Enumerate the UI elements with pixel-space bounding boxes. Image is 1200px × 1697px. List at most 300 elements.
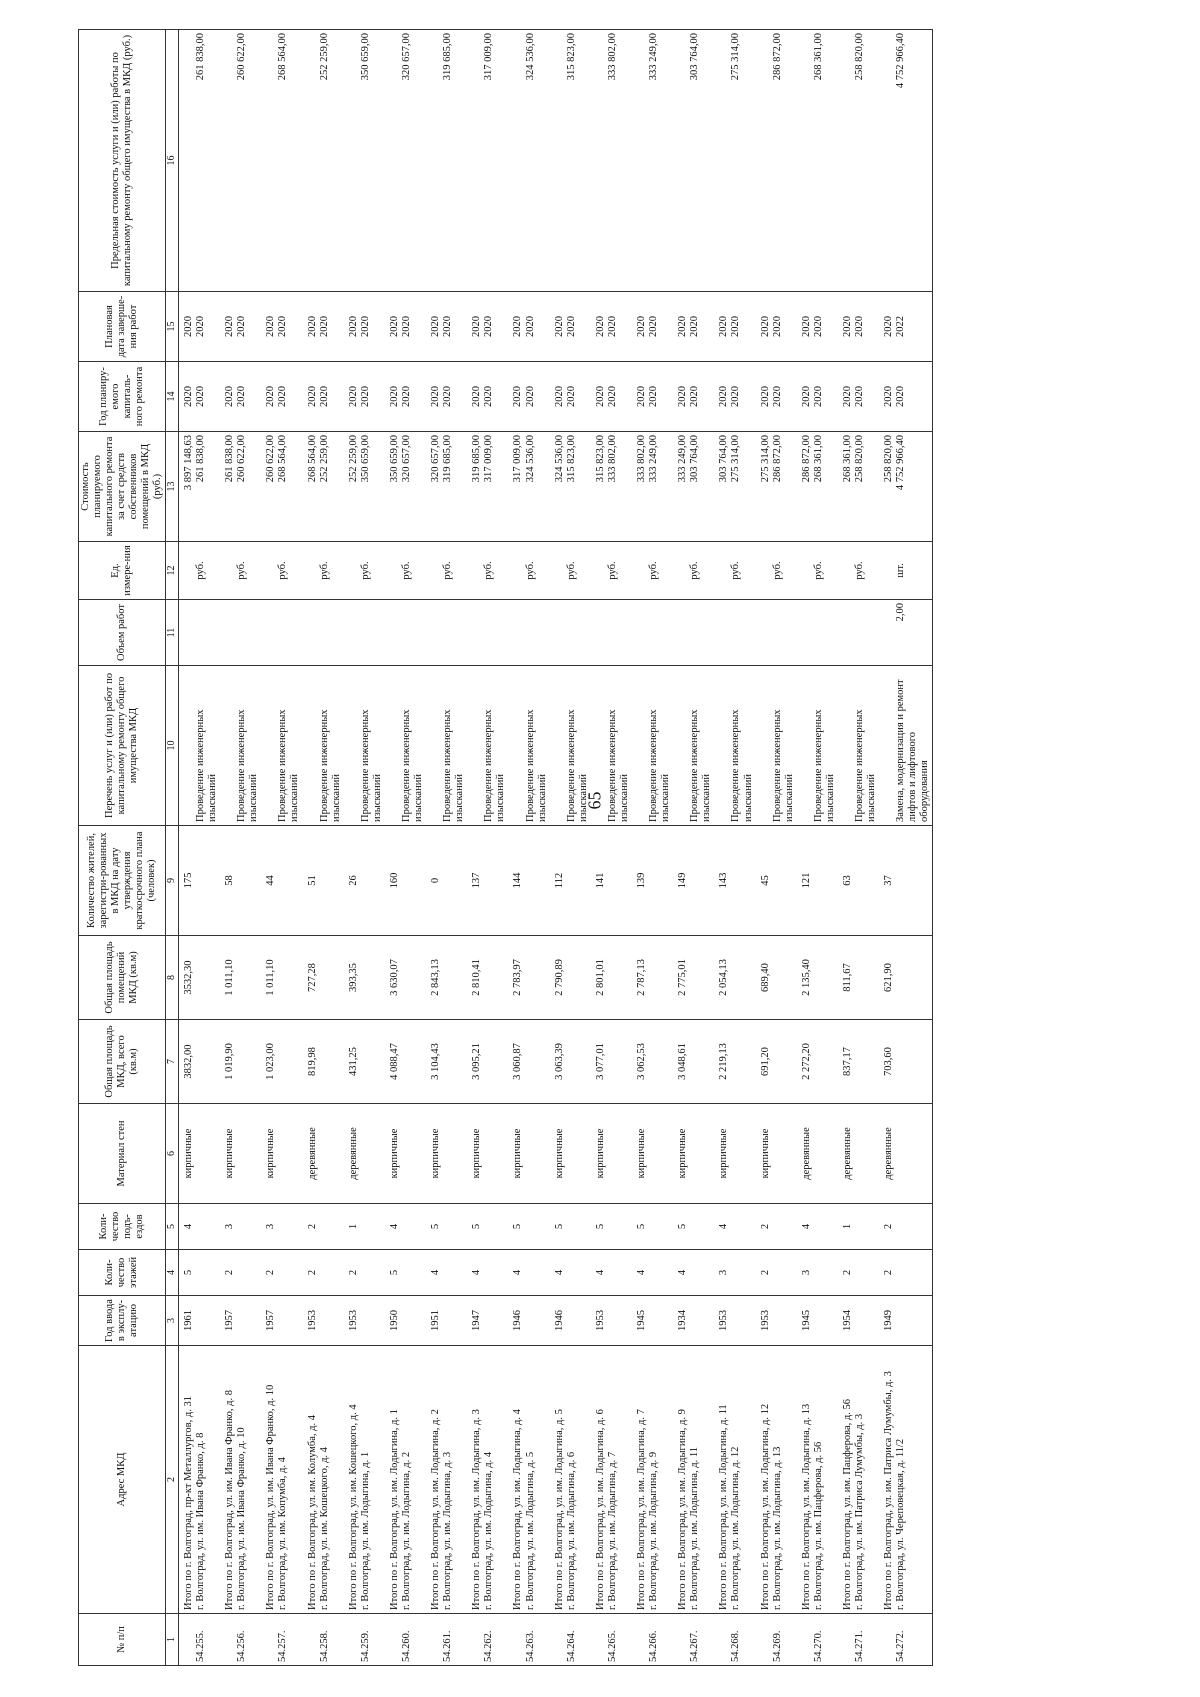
cell-entr [303, 1204, 344, 1250]
cell-year [467, 1296, 508, 1346]
cell-line: 2020 [224, 386, 236, 407]
cell-line: 2020 [524, 316, 536, 337]
cell-vol [714, 600, 755, 666]
cell-num [426, 1614, 467, 1666]
cell-y1 [303, 362, 344, 432]
cell-area [838, 1020, 879, 1104]
column-number-14: 14 [166, 362, 179, 432]
cell-unit [838, 542, 879, 600]
cell-line: 3 104,43 [430, 1043, 442, 1080]
table-row [797, 30, 838, 1666]
cell-line: 2020 [854, 316, 865, 337]
table-row [467, 30, 508, 1666]
cell-line [801, 33, 813, 288]
cell-line: 4 088,47 [388, 1043, 400, 1080]
cell-line [348, 669, 360, 822]
cell-unit [220, 542, 261, 600]
cell-line: 303 764,00 [689, 435, 701, 483]
cell-year [426, 1296, 467, 1346]
cell-work [426, 666, 467, 826]
cell-line: г. Волгоград, ул. им. Лодыгина, д. 13 [771, 1446, 783, 1610]
cell-line: кирпичные [471, 1128, 483, 1179]
cell-line: г. Волгоград, ул. им. Ивана Франко, д. 10 [236, 1427, 248, 1610]
cell-limit [344, 30, 385, 292]
cell-num [673, 1614, 714, 1666]
cell-line: 175 [182, 872, 194, 889]
cell-line [595, 33, 607, 288]
cell-line: 2 219,13 [718, 1043, 730, 1080]
cell-year [756, 1296, 797, 1346]
cell-num [591, 1614, 632, 1666]
cell-line [442, 603, 454, 662]
cell-area [178, 1020, 220, 1104]
cell-entr [591, 1204, 632, 1250]
cell-unit [673, 542, 714, 600]
cell-line: г. Волгоград, ул. им. Копумба, д. 4 [277, 1457, 289, 1610]
cell-line: 2020 [318, 386, 330, 407]
cell-limit [673, 30, 714, 292]
cell-addr [591, 1346, 632, 1614]
cell-line: Проведение инженерных изысканий [400, 709, 424, 822]
cell-line: 1 019,90 [224, 1043, 236, 1080]
cell-line: 4 [553, 1269, 565, 1276]
cell-y2 [261, 292, 302, 362]
cell-line [772, 603, 784, 662]
cell-y1 [508, 362, 549, 432]
cell-line: 54.259. [359, 1630, 371, 1662]
cell-work [550, 666, 591, 826]
cell-area_p [426, 936, 467, 1020]
cell-entr [508, 1204, 549, 1250]
cell-line [554, 33, 566, 288]
cell-line [677, 669, 689, 822]
cell-line: 4 [430, 1269, 442, 1276]
cell-area_p [591, 936, 632, 1020]
cell-line [525, 603, 537, 662]
cell-floors [714, 1250, 755, 1296]
cell-line: г. Волгоград, ул. им. Патриса Лумумбы, д. 3 [854, 1413, 865, 1610]
cell-y2 [673, 292, 714, 362]
cell-line [389, 1617, 401, 1662]
cell-line [471, 33, 483, 288]
cell-line [265, 669, 277, 822]
cell-res [344, 826, 385, 936]
cell-line: 5 [594, 1223, 606, 1230]
cell-unit [303, 542, 344, 600]
cell-line: 58 [224, 875, 236, 886]
cell-line: 2020 [524, 386, 536, 407]
cell-line: 2020 [718, 316, 730, 337]
cell-line: 2020 [236, 316, 248, 337]
cell-y1 [756, 362, 797, 432]
cell-work [220, 666, 261, 826]
cell-y2 [178, 292, 220, 362]
cell-floors [756, 1250, 797, 1296]
table-row [838, 30, 879, 1666]
cell-line: 5 [471, 1223, 483, 1230]
cell-cost [797, 432, 838, 542]
cell-year [220, 1296, 261, 1346]
cell-line: Проведение инженерных изысканий [648, 709, 672, 822]
cell-year [178, 1296, 220, 1346]
cell-line: 2 272,20 [800, 1043, 812, 1080]
cell-area [303, 1020, 344, 1104]
cell-y1 [673, 362, 714, 432]
cell-line [430, 545, 442, 596]
cell-line: 691,20 [759, 1047, 771, 1076]
table-row [220, 30, 261, 1666]
cell-line: руб. [812, 561, 824, 580]
cell-res [261, 826, 302, 936]
cell-line: 260 622,00 [236, 435, 248, 483]
cell-addr [879, 1346, 933, 1614]
cell-mat [550, 1104, 591, 1204]
capital-repair-table [78, 29, 933, 1666]
cell-line: Итого по г. Волгоград, ул. им. Кошецкого, д. 4 [347, 1404, 359, 1610]
cell-line: 317 009,00 [512, 435, 524, 483]
cell-y2 [550, 292, 591, 362]
cell-res [303, 826, 344, 936]
cell-y2 [879, 292, 933, 362]
cell-line: 5 [677, 1223, 689, 1230]
cell-line: руб. [442, 561, 454, 580]
cell-line: кирпичные [388, 1128, 400, 1179]
cell-year [879, 1296, 933, 1346]
cell-line: руб. [277, 561, 289, 580]
cell-line: 2 054,13 [718, 959, 730, 996]
cell-y1 [879, 362, 933, 432]
cell-line: кирпичные [430, 1128, 442, 1179]
cell-line [348, 545, 360, 596]
cell-line [183, 603, 195, 662]
cell-line: 2 801,01 [594, 959, 606, 996]
cell-line: 54.264. [565, 1630, 577, 1662]
cell-line: 3 897 148,63 [182, 435, 194, 491]
cell-line: 2020 [677, 316, 689, 337]
cell-line: 2 843,13 [430, 959, 442, 996]
cell-line: 261 838,00 [195, 435, 206, 483]
cell-y1 [426, 362, 467, 432]
column-header-11: Объем работ [79, 600, 166, 666]
column-number-4: 4 [166, 1250, 179, 1296]
cell-line: 2 [347, 1269, 359, 1276]
cell-line [883, 545, 895, 596]
cell-vol [591, 600, 632, 666]
cell-work [632, 666, 673, 826]
cell-line: 2 [841, 1269, 853, 1276]
cell-line: 112 [553, 872, 565, 889]
cell-line: 54.265. [606, 1630, 618, 1662]
cell-line [319, 603, 331, 662]
cell-line: 4 [388, 1223, 400, 1230]
cell-entr [756, 1204, 797, 1250]
cell-num [220, 1614, 261, 1666]
cell-limit [797, 30, 838, 292]
cell-y2 [220, 292, 261, 362]
table-row [673, 30, 714, 1666]
cell-area [220, 1020, 261, 1104]
cell-y1 [178, 362, 220, 432]
cell-line: Замена, модернизация и ремонт лифтов и лифтового оборудования [895, 679, 931, 822]
cell-line: Проведение инженерных изысканий [277, 709, 301, 822]
cell-line: 303 764,00 [718, 435, 730, 483]
cell-line: 350 659,00 [388, 435, 400, 483]
cell-num [797, 1614, 838, 1666]
cell-mat [426, 1104, 467, 1204]
cell-line: 2020 [182, 386, 194, 407]
cell-line: 0 [430, 877, 442, 884]
cell-line [471, 669, 483, 822]
cell-unit [385, 542, 426, 600]
cell-line: Проведение инженерных изысканий [236, 709, 260, 822]
cell-unit [591, 542, 632, 600]
cell-line [718, 545, 730, 596]
cell-res [467, 826, 508, 936]
cell-line: 2020 [388, 386, 400, 407]
cell-vol [467, 600, 508, 666]
cell-vol [220, 600, 261, 666]
cell-line: Итого по г. Волгоград, ул. им. Колумба, д. 4 [306, 1414, 318, 1610]
cell-mat [879, 1104, 933, 1204]
cell-line [512, 669, 524, 822]
cell-line: 268 361,00 [812, 435, 824, 483]
column-header-12: Ед. измере-ния [79, 542, 166, 600]
cell-line [718, 1617, 730, 1662]
cell-line: 2020 [689, 316, 701, 337]
cell-line: 2 [759, 1223, 771, 1230]
cell-line: 54.267. [689, 1630, 701, 1662]
cell-y2 [591, 292, 632, 362]
cell-vol [632, 600, 673, 666]
column-number-row [166, 30, 179, 1666]
cell-line [760, 1617, 772, 1662]
cell-line: 275 314,00 [730, 33, 742, 81]
cell-work [714, 666, 755, 826]
cell-line [307, 1617, 319, 1662]
column-number-13: 13 [166, 432, 179, 542]
cell-line: 3 [265, 1223, 277, 1230]
cell-line: 2020 [636, 316, 647, 337]
column-number-7: 7 [166, 1020, 179, 1104]
cell-line: 2020 [730, 386, 742, 407]
cell-line: Проведение инженерных изысканий [812, 709, 836, 822]
cell-mat [714, 1104, 755, 1204]
cell-cost [426, 432, 467, 542]
cell-unit [550, 542, 591, 600]
cell-mat [591, 1104, 632, 1204]
cell-cost [344, 432, 385, 542]
cell-line: 258 820,00 [854, 435, 865, 483]
cell-addr [426, 1346, 467, 1614]
cell-line [883, 33, 895, 288]
cell-line: 393,35 [347, 963, 359, 992]
cell-addr [344, 1346, 385, 1614]
cell-res [756, 826, 797, 936]
cell-mat [756, 1104, 797, 1204]
cell-work [467, 666, 508, 826]
cell-num [178, 1614, 220, 1666]
column-number-12: 12 [166, 542, 179, 600]
cell-line [307, 669, 319, 822]
cell-line [265, 1617, 277, 1662]
cell-area_p [797, 936, 838, 1020]
cell-limit [426, 30, 467, 292]
cell-line [307, 545, 319, 596]
cell-line: 2020 [606, 386, 618, 407]
cell-unit [797, 542, 838, 600]
cell-line: 2020 [359, 316, 371, 337]
cell-line: Итого по г. Волгоград, пр-кт Металлургов, д. 31 [182, 1396, 194, 1610]
cell-num [303, 1614, 344, 1666]
cell-unit [714, 542, 755, 600]
cell-line: 3 [718, 1269, 730, 1276]
cell-area [385, 1020, 426, 1104]
cell-line: 2020 [553, 316, 565, 337]
cell-line: 2020 [812, 386, 824, 407]
cell-line [842, 669, 854, 822]
cell-line [883, 603, 895, 662]
cell-area_p [879, 936, 933, 1020]
table-frame [78, 30, 1138, 1666]
cell-line: 703,60 [883, 1047, 895, 1076]
cell-line [636, 669, 648, 822]
cell-floors [220, 1250, 261, 1296]
cell-line: 4 [471, 1269, 483, 1276]
cell-line: 286 872,00 [800, 435, 812, 483]
cell-line: руб. [195, 561, 206, 580]
cell-line: кирпичные [224, 1128, 236, 1179]
cell-line: 2020 [277, 386, 289, 407]
cell-line: кирпичные [636, 1128, 647, 1179]
cell-line: руб. [606, 561, 618, 580]
cell-line [842, 33, 854, 288]
cell-line: Итого по г. Волгоград, ул. им. Ивана Франко, д. 10 [265, 1384, 277, 1610]
column-number-6: 6 [166, 1104, 179, 1204]
cell-line: 4 [512, 1269, 524, 1276]
cell-line [801, 1617, 813, 1662]
cell-num [467, 1614, 508, 1666]
cell-line: 5 [636, 1223, 647, 1230]
cell-unit [467, 542, 508, 600]
cell-line: 319 685,00 [442, 33, 454, 81]
cell-mat [673, 1104, 714, 1204]
cell-line [813, 603, 825, 662]
cell-line [512, 33, 524, 288]
cell-num [508, 1614, 549, 1666]
cell-line: 317 009,00 [483, 435, 495, 483]
cell-line: 3 [224, 1223, 236, 1230]
cell-line: Итого по г. Волгоград, ул. им. Лодыгина, д. 12 [759, 1403, 771, 1610]
cell-line: Проведение инженерных изысканий [771, 709, 795, 822]
cell-work [591, 666, 632, 826]
cell-vol [344, 600, 385, 666]
cell-area [344, 1020, 385, 1104]
cell-cost [632, 432, 673, 542]
cell-res [879, 826, 933, 936]
cell-limit [838, 30, 879, 292]
cell-y2 [714, 292, 755, 362]
column-number-5: 5 [166, 1204, 179, 1250]
cell-line: 5 [430, 1223, 442, 1230]
cell-line: 143 [718, 872, 730, 889]
cell-line: Проведение инженерных изысканий [442, 709, 466, 822]
cell-line [760, 545, 772, 596]
cell-line: 2 790,89 [553, 959, 565, 996]
cell-y1 [261, 362, 302, 432]
cell-line: 1953 [718, 1310, 730, 1331]
cell-line [607, 603, 619, 662]
cell-line: 2020 [359, 386, 371, 407]
cell-line [265, 33, 277, 288]
cell-work [673, 666, 714, 826]
cell-line: 160 [388, 872, 400, 889]
cell-line: 1951 [430, 1310, 442, 1331]
cell-line: 2020 [800, 386, 812, 407]
cell-line: деревянные [800, 1127, 812, 1180]
cell-line: 2020 [553, 386, 565, 407]
cell-line: 1953 [759, 1310, 771, 1331]
cell-line: 2020 [854, 386, 865, 407]
cell-year [673, 1296, 714, 1346]
cell-line: 2022 [895, 316, 907, 337]
cell-area_p [550, 936, 591, 1020]
cell-entr [385, 1204, 426, 1250]
cell-line: 54.255. [195, 1630, 206, 1662]
cell-y2 [426, 292, 467, 362]
cell-line: 1957 [265, 1310, 277, 1331]
cell-y1 [467, 362, 508, 432]
cell-vol [385, 600, 426, 666]
cell-y1 [632, 362, 673, 432]
cell-limit [591, 30, 632, 292]
cell-vol [303, 600, 344, 666]
cell-line: 1953 [347, 1310, 359, 1331]
cell-area_p [632, 936, 673, 1020]
cell-line: деревянные [306, 1127, 318, 1180]
cell-area [632, 1020, 673, 1104]
cell-line: 324 536,00 [524, 435, 536, 483]
cell-line: 4 [718, 1223, 730, 1230]
cell-mat [344, 1104, 385, 1204]
cell-line: 1 011,10 [265, 959, 277, 996]
cell-line: 2020 [400, 386, 412, 407]
cell-floors [303, 1250, 344, 1296]
cell-line: 2020 [718, 386, 730, 407]
cell-mat [385, 1104, 426, 1204]
cell-area [550, 1020, 591, 1104]
cell-line: 2020 [895, 386, 907, 407]
table-row [591, 30, 632, 1666]
cell-line: 268 361,00 [812, 33, 824, 81]
cell-line: 315 823,00 [565, 435, 577, 483]
cell-limit [756, 30, 797, 292]
cell-num [632, 1614, 673, 1666]
cell-cost [508, 432, 549, 542]
cell-line: 2020 [677, 386, 689, 407]
cell-line: Проведение инженерных изысканий [359, 709, 383, 822]
cell-vol [797, 600, 838, 666]
cell-floors [508, 1250, 549, 1296]
cell-line: 317 009,00 [483, 33, 495, 81]
cell-line [512, 603, 524, 662]
cell-line: Проведение инженерных изысканий [195, 709, 219, 822]
cell-line: 2020 [306, 386, 318, 407]
table-row [508, 30, 549, 1666]
cell-line: 54.256. [236, 1630, 248, 1662]
cell-line [842, 1617, 854, 1662]
cell-line: кирпичные [677, 1128, 689, 1179]
cell-area_p [673, 936, 714, 1020]
